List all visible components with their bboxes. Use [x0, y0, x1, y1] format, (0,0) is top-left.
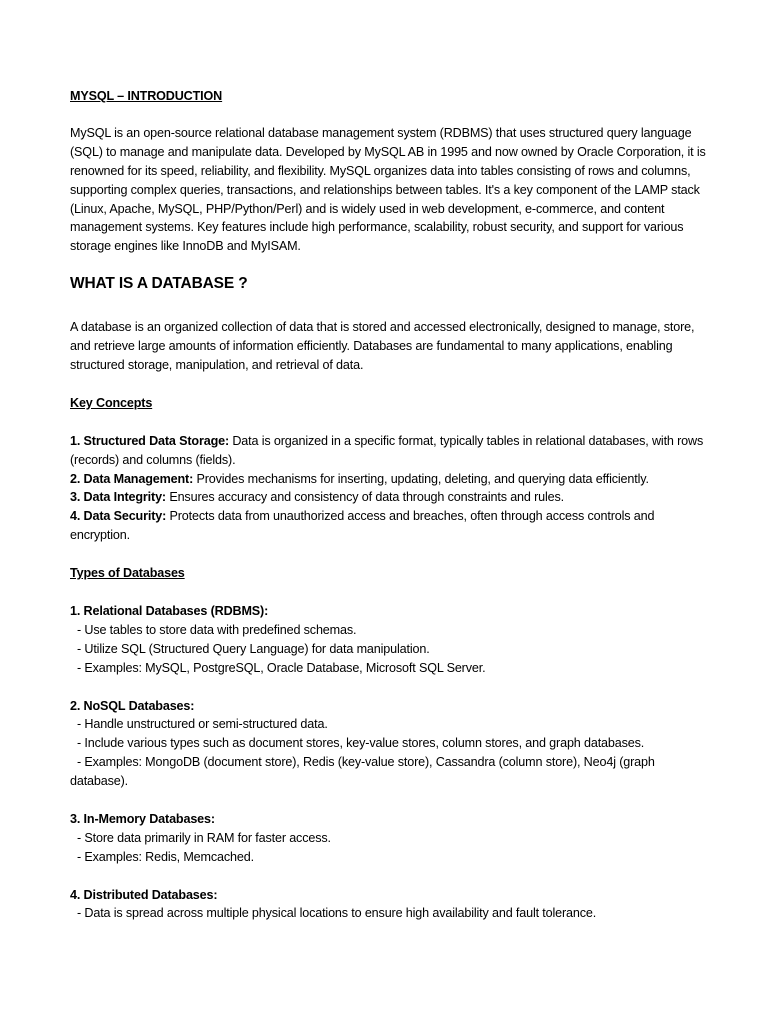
key-concepts-list	[70, 432, 710, 545]
types-group-title: 3. In-Memory Databases:	[70, 811, 215, 826]
key-concept-text: Data is organized in a specific format, typically tables in relational databases, with rows (records) and columns (fields).	[70, 433, 704, 467]
document-page	[70, 87, 710, 923]
types-bullet: - Examples: MongoDB (document store), Redis (key-value store), Cassandra (column store), Neo4j (graph database).	[70, 755, 655, 789]
types-bullet: - Utilize SQL (Structured Query Language) for data manipulation.	[77, 641, 430, 656]
database-heading: WHAT IS A DATABASE ?	[70, 275, 248, 293]
key-concept-label: 1. Structured Data Storage:	[70, 433, 230, 448]
intro-paragraph: MySQL is an open-source relational database management system (RDBMS) that uses structured query language (SQL) to manage and manipulate data. Developed by MySQL AB in 1995 and now owned by Oracle Corporation, it is renowned for its speed, reliability, and flexibility. MySQL organizes data into tables consisting of rows and columns, supporting complex queries, transactions, and relationships between tables. It's a key component of the LAMP stack (Linux, Apache, MySQL, PHP/Python/Perl) and is widely used in web development, e-commerce, and content management systems. Key features include high performance, scalability, robust security, and support for various storage engines like InnoDB and MyISAM.	[70, 125, 706, 254]
types-group-relational	[70, 602, 710, 678]
database-paragraph: A database is an organized collection of data that is stored and accessed electronically, designed to manage, store, and retrieve large amounts of information efficiently. Databases are fundamental to many applications, enabling structured storage, manipulation, and retrieval of data.	[70, 320, 695, 373]
key-concept-item	[70, 488, 710, 507]
key-concept-item	[70, 470, 710, 489]
key-concept-item	[70, 432, 710, 470]
types-group-distributed	[70, 886, 710, 924]
types-bullet: - Data is spread across multiple physical locations to ensure high availability and fault tolerance.	[77, 906, 597, 921]
types-bullet: - Examples: MySQL, PostgreSQL, Oracle Database, Microsoft SQL Server.	[77, 660, 486, 675]
key-concept-text: Provides mechanisms for inserting, updating, deleting, and querying data efficiently.	[193, 471, 649, 486]
intro-title: MYSQL – INTRODUCTION	[70, 89, 223, 103]
key-concept-text: Protects data from unauthorized access and breaches, often through access controls and encryption.	[70, 509, 655, 543]
key-concept-label: 2. Data Management:	[70, 471, 194, 486]
key-concept-text: Ensures accuracy and consistency of data through constraints and rules.	[165, 490, 565, 505]
types-bullet: - Use tables to store data with predefined schemas.	[77, 622, 357, 637]
types-group-title: 4. Distributed Databases:	[70, 887, 218, 902]
key-concept-label: 4. Data Security:	[70, 509, 167, 524]
types-bullet: - Store data primarily in RAM for faster access.	[77, 830, 331, 845]
types-heading: Types of Databases	[70, 566, 185, 581]
key-concept-item	[70, 507, 710, 545]
key-concept-label: 3. Data Integrity:	[70, 490, 166, 505]
types-bullet: - Include various types such as document stores, key-value stores, column stores, and graph databases.	[77, 736, 645, 751]
types-bullet: - Handle unstructured or semi-structured data.	[77, 717, 328, 732]
types-group-title: 1. Relational Databases (RDBMS):	[70, 604, 269, 618]
types-group-title: 2. NoSQL Databases:	[70, 698, 195, 713]
types-group-nosql	[70, 697, 710, 792]
types-group-in-memory	[70, 810, 710, 867]
types-bullet: - Examples: Redis, Memcached.	[77, 849, 254, 864]
key-concepts-heading: Key Concepts	[70, 395, 153, 410]
